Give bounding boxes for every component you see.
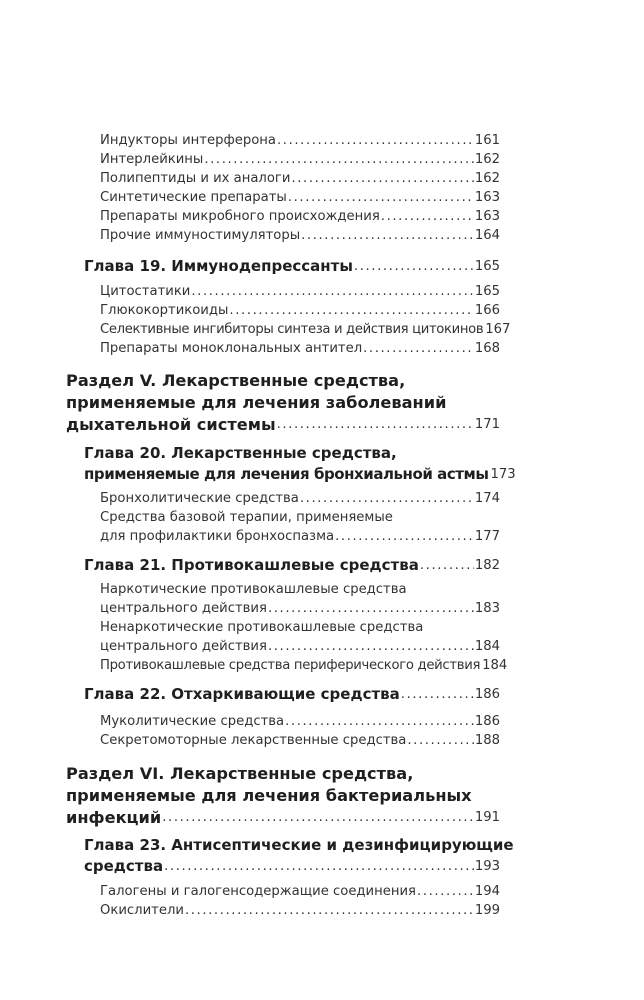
dot-leader	[417, 882, 474, 901]
dot-leader	[288, 188, 474, 207]
toc-section-5	[66, 414, 500, 436]
dot-leader	[335, 527, 474, 546]
toc-page-number: 177	[474, 529, 500, 544]
toc-entry-basic-therapy	[100, 527, 500, 546]
toc-section-title-end: инфекций	[66, 808, 162, 827]
toc-entry-glucocorticoids	[100, 301, 500, 320]
toc-entry-title: Прочие иммуностимуляторы	[100, 228, 301, 243]
toc-entry-title: Препараты микробного происхождения	[100, 209, 380, 224]
toc-entry-mucolytics	[100, 712, 500, 731]
toc-entry-title: Противокашлевые средства периферического действия	[100, 658, 481, 673]
toc-entry-title: Синтетические препараты	[100, 190, 287, 205]
toc-page-number: 191	[474, 810, 500, 825]
toc-chapter-22	[84, 684, 500, 705]
dot-leader	[407, 731, 473, 750]
toc-entry-polypeptides	[100, 169, 500, 188]
toc-section-5-line-1: Раздел V. Лекарственные средства,	[66, 371, 406, 390]
toc-chapter-23	[84, 856, 500, 877]
toc-entry-interferon-inducers	[100, 131, 500, 150]
toc-page-number: 171	[474, 417, 500, 432]
dot-leader	[164, 856, 474, 877]
dot-leader	[381, 207, 474, 226]
dot-leader	[300, 489, 474, 508]
dot-leader	[268, 599, 474, 618]
toc-entry-title: Интерлейкины	[100, 152, 204, 167]
toc-chapter-title-end: применяемые для лечения бронхиальной астмы	[84, 465, 489, 483]
toc-entry-non-narcotic-antitussives	[100, 637, 500, 656]
toc-chapter-title: Глава 22. Отхаркивающие средства	[84, 685, 400, 703]
dot-leader	[162, 807, 474, 829]
toc-page-number: 166	[474, 303, 500, 318]
toc-chapter-title: Глава 21. Противокашлевые средства	[84, 556, 419, 574]
toc-page-number: 168	[474, 341, 500, 356]
toc-page-number: 161	[474, 133, 500, 148]
dot-leader	[285, 712, 474, 731]
dot-leader	[354, 256, 474, 277]
toc-page-number: 165	[474, 284, 500, 299]
toc-entry-microbial-drugs	[100, 207, 500, 226]
toc-entry-title: Бронхолитические средства	[100, 491, 299, 506]
toc-entry-title: Полипептиды и их аналоги	[100, 171, 291, 186]
toc-chapter-title-end: средства	[84, 857, 164, 875]
toc-entry-bronchodilators	[100, 489, 500, 508]
toc-page-number: 183	[474, 601, 500, 616]
toc-page-number: 186	[474, 714, 500, 729]
toc-page-number: 163	[474, 190, 500, 205]
toc-page-number: 184	[482, 658, 508, 673]
dot-leader	[277, 414, 474, 436]
toc-page-number: 163	[474, 209, 500, 224]
toc-entry-basic-therapy-line-1: Средства базовой терапии, применяемые	[100, 510, 393, 525]
toc-page-number: 173	[490, 467, 516, 482]
toc-page-number: 199	[474, 903, 500, 918]
toc-page-number: 174	[474, 491, 500, 506]
toc-entry-title: Глюкокортикоиды	[100, 303, 229, 318]
toc-entry-title: Индукторы интерферона	[100, 133, 276, 148]
toc-page-number: 165	[474, 259, 500, 274]
toc-entry-narcotic-antitussives-line-1: Наркотические противокашлевые средства	[100, 582, 407, 597]
toc-entry-title: Цитостатики	[100, 284, 191, 299]
toc-page-number: 162	[474, 171, 500, 186]
toc-entry-title: Окислители	[100, 903, 184, 918]
toc-chapter-20	[84, 464, 516, 485]
dot-leader	[204, 150, 473, 169]
toc-chapter-19	[84, 256, 500, 277]
dot-leader	[291, 169, 473, 188]
toc-page-number: 193	[474, 859, 500, 874]
toc-page-number: 186	[474, 687, 500, 702]
dot-leader	[191, 282, 473, 301]
toc-entry-title-end: центрального действия	[100, 639, 267, 654]
toc-entry-title: Секретомоторные лекарственные средства	[100, 733, 407, 748]
dot-leader	[268, 637, 474, 656]
toc-page-number: 182	[474, 558, 500, 573]
toc-section-5-line-2: применяемые для лечения заболеваний	[66, 393, 447, 412]
toc-entry-other-immunostimulators	[100, 226, 500, 245]
toc-entry-narcotic-antitussives	[100, 599, 500, 618]
toc-section-6	[66, 807, 500, 829]
toc-page-number: 184	[474, 639, 500, 654]
toc-entry-non-narcotic-antitussives-line-1: Ненаркотические противокашлевые средства	[100, 620, 424, 635]
toc-entry-title: Препараты моноклональных антител	[100, 341, 363, 356]
toc-entry-halogens	[100, 882, 500, 901]
toc-entry-title-end: центрального действия	[100, 601, 267, 616]
dot-leader	[185, 901, 474, 920]
toc-entry-cytokine-inhibitors	[100, 320, 511, 339]
toc-page-number: 162	[474, 152, 500, 167]
dot-leader	[363, 339, 474, 358]
toc-chapter-23-line-1: Глава 23. Антисептические и дезинфицирующие	[84, 836, 514, 854]
toc-chapter-21	[84, 555, 500, 576]
dot-leader	[277, 131, 474, 150]
toc-entry-title: Муколитические средства	[100, 714, 285, 729]
toc-page-number: 164	[474, 228, 500, 243]
dot-leader	[420, 555, 474, 576]
toc-entry-cytostatics	[100, 282, 500, 301]
toc-entry-title: Галогены и галогенсодержащие соединения	[100, 884, 416, 899]
toc-section-title-end: дыхательной системы	[66, 415, 276, 434]
toc-entry-synthetic-drugs	[100, 188, 500, 207]
toc-chapter-title: Глава 19. Иммунодепрессанты	[84, 257, 353, 275]
toc-page-number: 167	[485, 322, 511, 337]
toc-page-number: 188	[474, 733, 500, 748]
toc-entry-monoclonal-antibodies	[100, 339, 500, 358]
toc-chapter-20-line-1: Глава 20. Лекарственные средства,	[84, 444, 397, 462]
toc-entry-secretomotor	[100, 731, 500, 750]
toc-page-number: 194	[474, 884, 500, 899]
dot-leader	[301, 226, 474, 245]
toc-section-6-line-2: применяемые для лечения бактериальных	[66, 786, 472, 805]
dot-leader	[229, 301, 473, 320]
toc-section-6-line-1: Раздел VI. Лекарственные средства,	[66, 764, 414, 783]
toc-entry-peripheral-antitussives	[100, 656, 508, 675]
toc-entry-title: Селективные ингибиторы синтеза и действия цитокинов	[100, 322, 484, 337]
dot-leader	[401, 684, 474, 705]
toc-entry-title-end: для профилактики бронхоспазма	[100, 529, 335, 544]
toc-entry-interleukins	[100, 150, 500, 169]
toc-entry-oxidizers	[100, 901, 500, 920]
